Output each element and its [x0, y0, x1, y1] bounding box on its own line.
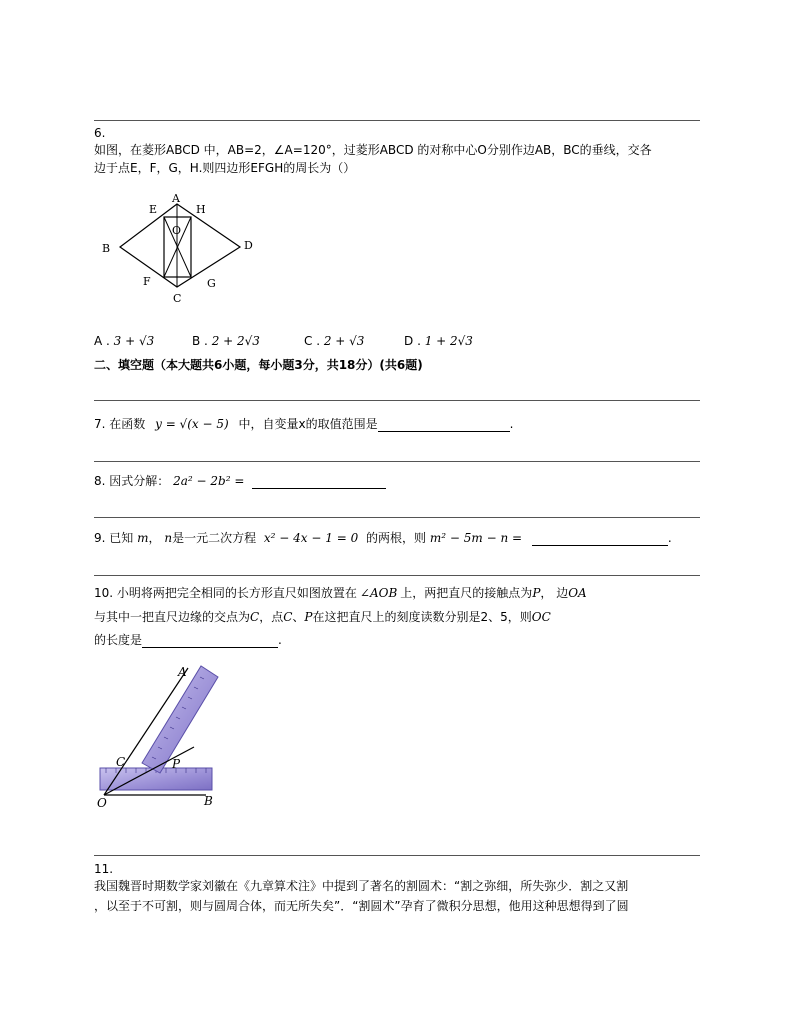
- question-separator: [94, 575, 700, 576]
- rulers-figure: [94, 662, 234, 810]
- question-10-line1: 10. 小明将两把完全相同的长方形直尺如图放置在 ∠AOB 上，两把直尺的接触点为P， 边OA: [94, 586, 587, 600]
- question-number: 11.: [94, 862, 114, 876]
- question-separator: [94, 461, 700, 462]
- label-b: B: [102, 242, 111, 255]
- label-g: G: [207, 277, 216, 290]
- answer-blank[interactable]: [252, 475, 386, 489]
- option-d[interactable]: D . 1 + 2√3: [404, 334, 473, 348]
- label-o: O: [97, 796, 107, 810]
- label-b: B: [204, 794, 213, 808]
- question-separator: [94, 120, 700, 121]
- question-8: 8. 因式分解： 2a² − 2b² =: [94, 473, 386, 489]
- question-7: 7. 在函数 y = √(x − 5) 中，自变量x的取值范围是 .: [94, 417, 514, 431]
- question-10-line2: 与其中一把直尺边缘的交点为C，点C、P在这把直尺上的刻度读数分别是2、5，则OC: [94, 610, 551, 624]
- answer-blank[interactable]: [142, 634, 278, 648]
- question-number: 6.: [94, 126, 106, 140]
- label-a: A: [178, 665, 187, 679]
- question-text: 边于点E，F，G，H.则四边形EFGH的周长为（）: [94, 161, 356, 175]
- label-c: C: [116, 755, 126, 769]
- quadratic-equation: x² − 4x − 1 = 0: [263, 531, 359, 545]
- target-expression: m² − 5m − n =: [429, 531, 523, 545]
- label-d: D: [244, 239, 253, 252]
- answer-blank[interactable]: [532, 532, 668, 546]
- section-heading: 二、填空题（本大题共6小题，每小题3分，共18分）(共6题): [94, 358, 423, 372]
- question-separator: [94, 855, 700, 856]
- question-text: ，以至于不可割，则与圆周合体，而无所失矣”．“割圆术”孕育了微积分思想，他用这种思想得到了圆: [94, 899, 629, 913]
- label-e: E: [149, 203, 158, 216]
- question-text: 如图，在菱形ABCD 中，AB=2，∠A=120°，过菱形ABCD 的对称中心O分别作边AB，BC的垂线，交各: [94, 143, 652, 157]
- question-separator: [94, 517, 700, 518]
- question-text: 我国魏晋时期数学家刘徽在《九章算术注》中提到了著名的割圆术：“割之弥细，所失弥少．割之又割: [94, 879, 629, 893]
- option-b[interactable]: B . 2 + 2√3: [192, 334, 260, 348]
- option-c[interactable]: C . 2 + √3: [304, 334, 365, 348]
- label-o: O: [172, 224, 182, 237]
- label-p: P: [172, 757, 181, 771]
- question-separator: [94, 400, 700, 401]
- factor-formula: 2a² − 2b² =: [173, 474, 245, 488]
- rhombus-figure: [95, 192, 265, 307]
- question-10-line3: 的长度是 .: [94, 633, 282, 647]
- label-a: A: [172, 192, 180, 205]
- label-c: C: [173, 292, 182, 305]
- function-formula: y = √(x − 5): [155, 417, 229, 431]
- label-f: F: [143, 275, 151, 288]
- question-9: 9. 已知 m， n是一元二次方程 x² − 4x − 1 = 0 的两根，则 m² − 5m − n = .: [94, 531, 672, 545]
- option-a[interactable]: A . 3 + √3: [94, 334, 155, 348]
- answer-blank[interactable]: [378, 418, 510, 432]
- label-h: H: [196, 203, 206, 216]
